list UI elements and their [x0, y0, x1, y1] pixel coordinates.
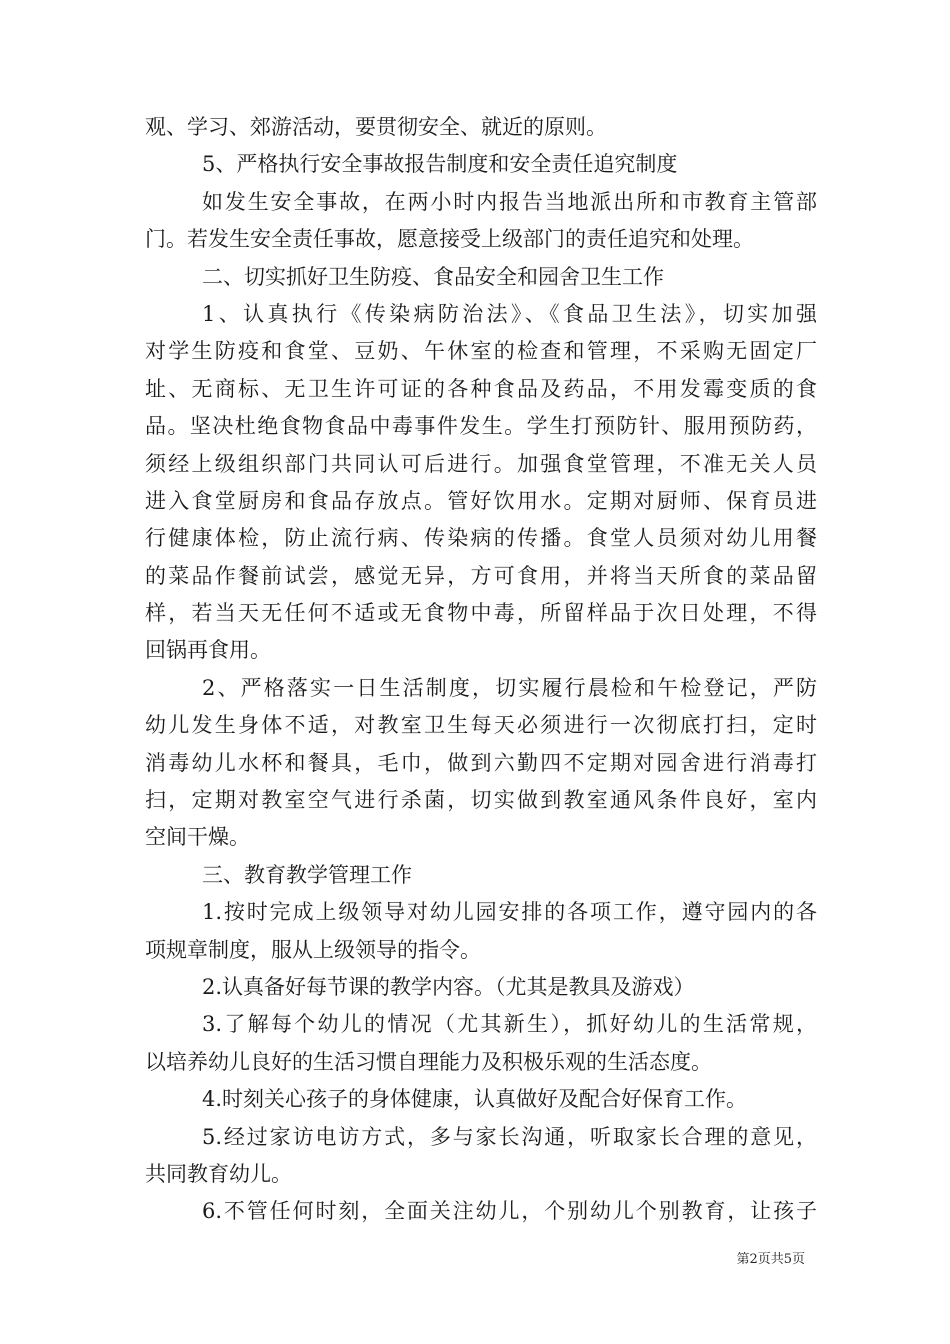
text-line: 三、教育教学管理工作 — [202, 862, 412, 887]
text-line: 须经上级组织部门共同认可后进行。加强食堂管理，不准无关人员 — [145, 451, 817, 476]
text-line: 扫，定期对教室空气进行杀菌，切实做到教室通风条件良好，室内 — [145, 788, 817, 813]
text-line: 以培养幼儿良好的生活习惯自理能力及积极乐观的生活态度。 — [145, 1049, 712, 1074]
text-line: 空间干燥。 — [145, 825, 250, 850]
text-line: 对学生防疫和食堂、豆奶、午休室的检查和管理，不采购无固定厂 — [145, 339, 817, 364]
paragraph — [145, 259, 817, 296]
text-line: 2、严格落实一日生活制度，切实履行晨检和午检登记，严防 — [202, 675, 817, 700]
text-line: 品。坚决杜绝食物食品中毒事件发生。学生打预防针、服用预防药， — [145, 414, 817, 439]
text-line: 行健康体检，防止流行病、传染病的传播。食堂人员须对幼儿用餐 — [145, 526, 817, 551]
text-line: 样，若当天无任何不适或无食物中毒，所留样品于次日处理，不得 — [145, 601, 817, 626]
paragraph — [145, 1119, 817, 1194]
text-line: 3.了解每个幼儿的情况（尤其新生），抓好幼儿的生活常规， — [202, 1012, 817, 1037]
text-line: 5.经过家访电访方式，多与家长沟通，听取家长合理的意见， — [202, 1124, 817, 1149]
paragraph — [145, 670, 817, 857]
text-line: 如发生安全事故，在两小时内报告当地派出所和市教育主管部 — [202, 189, 817, 214]
text-line: 5、严格执行安全事故报告制度和安全责任追究制度 — [202, 152, 678, 177]
paragraph — [145, 969, 817, 1006]
text-line: 1.按时完成上级领导对幼儿园安排的各项工作，遵守园内的各 — [202, 900, 817, 925]
text-line: 4.时刻关心孩子的身体健康，认真做好及配合好保育工作。 — [202, 1087, 748, 1112]
paragraph — [145, 1006, 817, 1081]
document-body — [145, 109, 817, 1231]
text-line: 共同教育幼儿。 — [145, 1161, 292, 1186]
paragraph — [145, 184, 817, 259]
paragraph — [145, 1193, 817, 1230]
paragraph — [145, 1081, 817, 1118]
text-line: 幼儿发生身体不适，对教室卫生每天必须进行一次彻底打扫，定时 — [145, 713, 817, 738]
text-line: 门。若发生安全责任事故，愿意接受上级部门的责任追究和处理。 — [145, 227, 754, 252]
paragraph — [145, 894, 817, 969]
page-footer: 第2页共5页 — [736, 1252, 805, 1267]
text-line: 址、无商标、无卫生许可证的各种食品及药品，不用发霉变质的食 — [145, 376, 817, 401]
paragraph — [145, 296, 817, 670]
text-line: 2.认真备好每节课的教学内容。（尤其是教具及游戏） — [202, 974, 695, 999]
text-line: 的菜品作餐前试尝，感觉无异，方可食用，并将当天所食的菜品留 — [145, 563, 817, 588]
paragraph — [145, 857, 817, 894]
text-line: 进入食堂厨房和食品存放点。管好饮用水。定期对厨师、保育员进 — [145, 488, 817, 513]
text-line: 项规章制度，服从上级领导的指令。 — [145, 937, 481, 962]
paragraph — [145, 146, 817, 183]
paragraph — [145, 109, 817, 146]
text-line: 二、切实抓好卫生防疫、食品安全和园舍卫生工作 — [202, 264, 664, 289]
text-line: 1、认真执行《传染病防治法》、《食品卫生法》，切实加强 — [202, 301, 817, 326]
text-line: 观、学习、郊游活动，要贯彻安全、就近的原则。 — [145, 115, 607, 139]
text-line: 6.不管任何时刻，全面关注幼儿，个别幼儿个别教育，让孩子 — [202, 1199, 817, 1224]
text-line: 消毒幼儿水杯和餐具，毛巾，做到六勤四不定期对园舍进行消毒打 — [145, 750, 817, 775]
text-line: 回锅再食用。 — [145, 638, 271, 663]
